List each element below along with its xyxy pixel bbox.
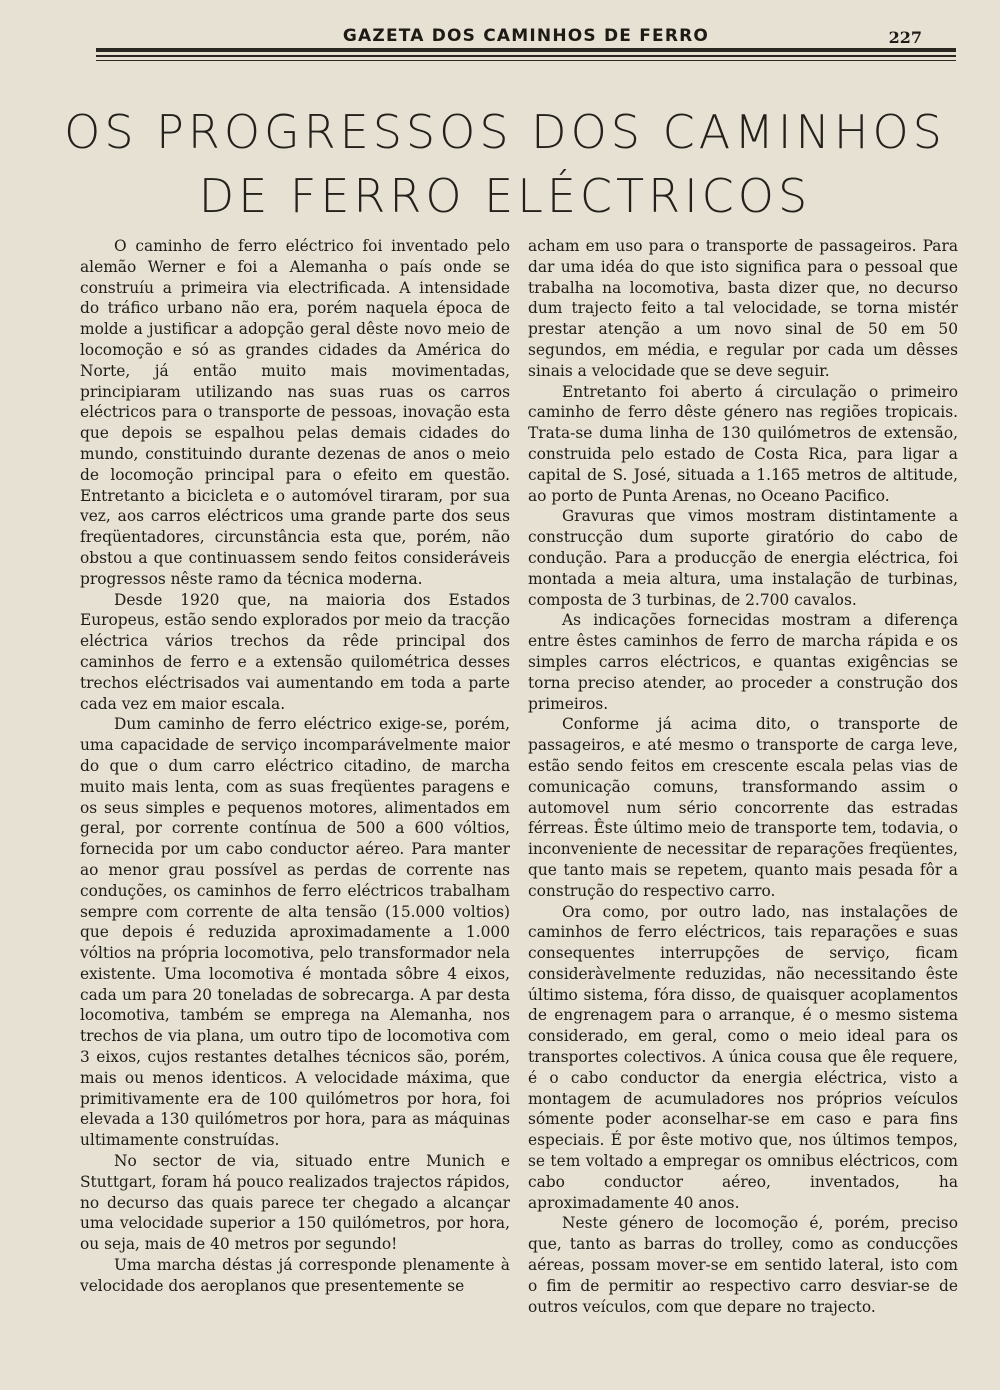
article-title-line-2: DE FERRO ELÉCTRICOS [198,169,812,223]
header-rule-thick [96,48,956,52]
journal-name: GAZETA DOS CAMINHOS DE FERRO [342,26,710,46]
page-header [96,22,956,66]
paragraph: Neste género de locomoção é, porém, preciso que, tanto as barras do trolley, como as conducções aéreas, possam mover-se em sentido lateral, isto com o fim de permitir ao respectivo carro desviar-se de outros veículos, com que depare no trajecto. [528,1214,958,1316]
paragraph: Dum caminho de ferro eléctrico exige-se, porém, uma capacidade de serviço incomparávelmente maior do que o dum carro eléctrico citadino, de marcha muito mais lenta, com as suas freqüentes paragens e os seus simples e pequenos motores, alimentados em geral, por corrente contínua de 500 a 600 vóltios, fornecida por um cabo conductor aéreo. Para manter ao menor grau possível as perdas de corrente nas conduções, os caminhos de ferro eléctricos trabalham sempre com corrente de alta tensão (15.000 voltios) que depois é reduzida aproximadamente a 1.000 vóltios na própria locomotiva, pelo transformador nela existente. Uma locomotiva é montada sôbre 4 eixos, cada um para 20 toneladas de sobrecarga. A par desta locomotiva, também se emprega na Alemanha, nos trechos de via plana, um outro tipo de locomotiva com 3 eixos, cujos restantes detalhes técnicos são, porém, mais ou menos identicos. A velocidade máxima, que primitivamente era de 100 quilómetros por hora, foi elevada a 130 quilómetros por hora, para as máquinas ultimamente construídas. [80,715,510,1150]
paragraph: Conforme já acima dito, o transporte de passageiros, e até mesmo o transporte de carga leve, estão sendo feitos em crescente escala pelas vias de comunicação comuns, transformando assim o automovel num sério concorrente das estradas férreas. Êste último meio de transporte tem, todavia, o inconveniente de necessitar de reparações freqüentes, que tanto mais se repetem, quanto mais pesada fôr a construção do respectivo carro. [528,715,958,900]
paragraph: Desde 1920 que, na maioria dos Estados Europeus, estão sendo explorados por meio da tracção eléctrica vários trechos da rêde principal dos caminhos de ferro e a extensão quilométrica desses trechos eléctrisados vai aumentando em toda a parte cada vez em maior escala. [80,590,510,713]
article-title [50,100,960,228]
article-title-line-1: OS PROGRESSOS DOS CAMINHOS [64,105,946,159]
header-rule-thin [96,60,956,61]
left-column [80,236,510,1297]
paragraph: No sector de via, situado entre Munich e Stuttgart, foram há pouco realizados trajectos rápidos, no decurso das quais parece ter chegado a alcançar uma velocidade superior a 150 quilómetros, por hora, ou seja, mais de 40 metros por segundo! [80,1152,510,1254]
right-column [528,236,958,1317]
page-number: 227 [888,28,922,47]
paragraph: Entretanto foi aberto á circulação o primeiro caminho de ferro dêste género nas regiões tropicais. Trata-se duma linha de 130 quilómetros de extensão, construida pelo estado de Costa Rica, para ligar a capital de S. José, situada a 1.165 metros de altitude, ao porto de Punta Arenas, no Oceano Pacifico. [528,382,958,505]
paragraph: Uma marcha déstas já corresponde plenamente à velocidade dos aeroplanos que presentemente se [80,1256,510,1295]
paragraph-continued: acham em uso para o transporte de passageiros. Para dar uma idéa do que isto significa para o pessoal que trabalha na locomotiva, basta dizer que, no decurso dum trajecto feito a tal velocidade, se torna mistér prestar atenção a um novo sinal de 50 em 50 segundos, em média, e regular por cada um dêsses sinais a velocidade que se deve seguir. [528,237,958,380]
paragraph: As indicações fornecidas mostram a diferença entre êstes caminhos de ferro de marcha rápida e os simples carros eléctricos, e quantas exigências se torna preciso atender, ao proceder a construção dos primeiros. [528,611,958,713]
paragraph: Ora como, por outro lado, nas instalações de caminhos de ferro eléctricos, tais reparações e suas consequentes interrupções de serviço, ficam consideràvelmente reduzidas, não necessitando êste último sistema, fóra disso, de quaisquer acoplamentos de engrenagem para o arranque, é o mesmo sistema considerado, em geral, como o meio ideal para os transportes colectivos. A única cousa que êle requere, é o cabo conductor da energia eléctrica, visto a montagem de acumuladores nos próprios veículos sómente poder aconselhar-se em caso e para fins especiais. É por êste motivo que, nos últimos tempos, se tem voltado a empregar os omnibus eléctricos, com cabo conductor aéreo, inventados, ha aproximadamente 40 anos. [528,902,958,1212]
paragraph: O caminho de ferro eléctrico foi inventado pelo alemão Werner e foi a Alemanha o país onde se construíu a primeira via electrificada. A intensidade do tráfico urbano não era, porém naquela época de molde a justificar a adopção geral dêste novo meio de locomoção e só as grandes cidades da América do Norte, já então muito mais movimentadas, principiaram utilizando nas suas ruas os carros eléctricos para o transporte de pessoas, inovação esta que depois se espalhou pelas demais cidades do mundo, constituindo durante dezenas de anos o meio de locomoção principal para o efeito em questão. Entretanto a bicicleta e o automóvel tiraram, por sua vez, aos carros eléctricos uma grande parte dos seus freqüentadores, circunstância esta que, porém, não obstou a que continuassem sendo feitos consideráveis progressos nêste ramo da técnica moderna. [80,237,510,588]
paragraph: Gravuras que vimos mostram distintamente a construcção dum suporte giratório do cabo de condução. Para a producção de energia eléctrica, foi montada a meia altura, uma instalação de turbinas, composta de 3 turbinas, de 2.700 cavalos. [528,507,958,609]
header-rule-middle [96,55,956,57]
